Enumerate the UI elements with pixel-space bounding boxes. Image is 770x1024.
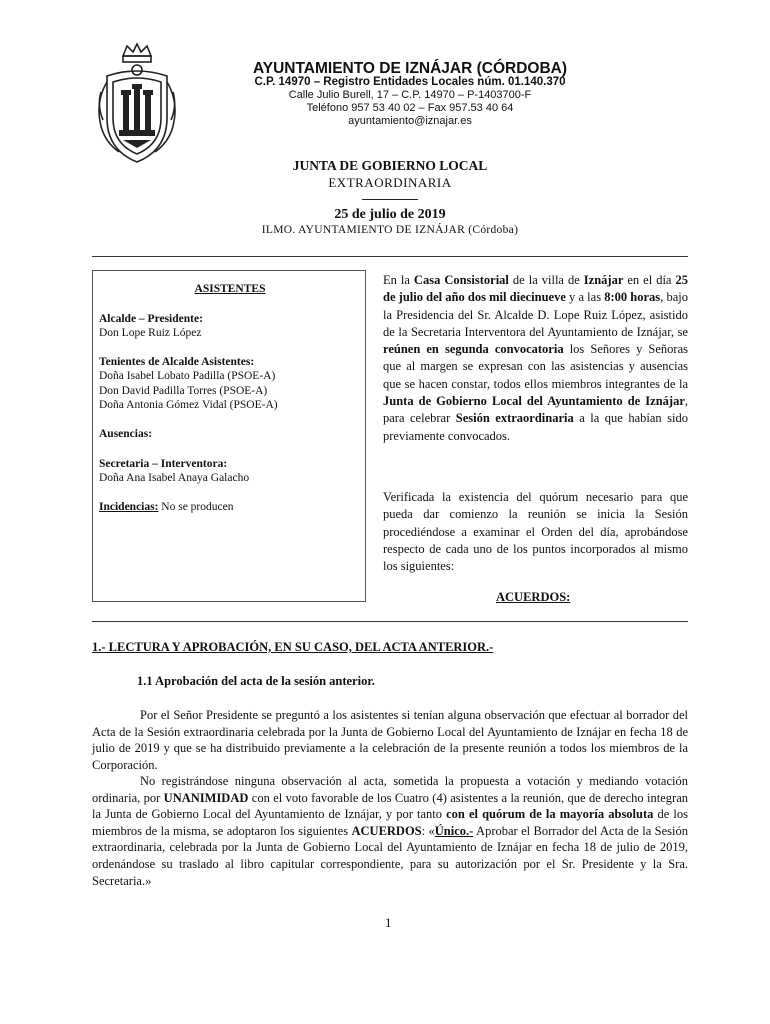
header-divider <box>92 256 688 257</box>
body-paragraph-1 <box>92 707 688 773</box>
body-paragraph-2 <box>92 773 688 889</box>
intro-paragraph-1-run: los Señores y Señoras que al margen se expresan con las asistencias y ausencias que se hacen constar, todos ellos miembros integrantes de la <box>383 342 688 391</box>
body-paragraph-2-run: de los miembros de la misma, se adoptaron los siguientes <box>92 807 688 838</box>
attendees-heading: ASISTENTES <box>194 283 266 295</box>
intro-paragraph-1-run: en el día <box>623 273 676 287</box>
incidents-line <box>99 500 233 515</box>
intro-paragraph-1-run: Junta de Gobierno Local del Ayuntamiento de Iznájar <box>383 394 685 409</box>
intro-paragraph-1-run: reúnen en segunda convocatoria <box>383 342 564 357</box>
deputies-label: Tenientes de Alcalde Asistentes: <box>99 356 255 368</box>
secretary-label: Secretaria – Interventora: <box>99 458 228 470</box>
meeting-place: ILMO. AYUNTAMIENTO DE IZNÁJAR (Córdoba) <box>261 224 519 236</box>
phone-line: Teléfono 957 53 40 02 – Fax 957.53 40 64 <box>306 102 514 114</box>
org-name: AYUNTAMIENTO DE IZNÁJAR (CÓRDOBA) <box>252 60 568 77</box>
intro-paragraph-1-run: Casa Consistorial <box>413 273 509 287</box>
body-paragraph-2-run: ACUERDOS <box>351 823 422 838</box>
intro-paragraph-1-run: 8:00 horas <box>604 290 661 305</box>
body-paragraph-1-text: Por el Señor Presidente se preguntó a los asistentes si tenían alguna observación que efectuar al borrador del Acta de la Sesión extraordinaria celebrada por la Junta de Gobierno Local del Ayuntamiento de Iznájar en fecha 18 de julio de 2019 y que se ha distribuido previamente a la celebración de la presente reunión a todos los miembros de la Corporación. <box>92 708 688 772</box>
body-paragraph-2-run: UNANIMIDAD <box>163 790 249 805</box>
body-paragraph-2-run: con el voto favorable de los Cuatro (4) asistentes a la reunión, que de derecho integran la Junta de Gobierno Local del Ayuntamiento de Iznájar, y por tanto <box>92 790 689 822</box>
body-paragraph-2-run: Aprobar el Borrador del Acta de la Sesión extraordinaria, celebrada por la Junta de Gobierno Local del Ayuntamiento de Iznájar en fecha 18 de julio de 2019, ordenándose su traslado al libro capitular correspondiente, para su autorización por el Sr. Presidente y la Sra. Secretaria.» <box>92 823 688 888</box>
page-number: 1 <box>385 915 392 930</box>
coat-of-arms-icon <box>93 42 181 168</box>
email-link[interactable]: ayuntamiento@iznajar.es <box>348 115 472 127</box>
incidents-label: Incidencias: <box>99 501 159 513</box>
secretary-name: Doña Ana Isabel Anaya Galacho <box>99 472 250 484</box>
body-paragraph-2-run: : « <box>421 823 435 838</box>
intro-paragraph-1 <box>383 272 688 445</box>
address-line: Calle Julio Burell, 17 – C.P. 14970 – P-1403700-F <box>288 89 532 101</box>
intro-paragraph-2: Verificada la existencia del quórum necesario para que pueda dar comienzo la reunión se inicia la Sesión procediéndose a examinar el Orden del día, aprobándose respecto de cada uno de los puntos incorporados al mismo los siguientes: <box>383 490 688 574</box>
section-divider <box>92 621 688 622</box>
deputy-name: Doña Isabel Lobato Padilla (PSOE-A) <box>99 370 276 382</box>
intro-paragraph-1-run: , para celebrar <box>383 394 688 426</box>
meeting-title: JUNTA DE GOBIERNO LOCAL <box>292 158 488 173</box>
body-paragraph-2-run: No registrándose ninguna observación al acta, sometida la propuesta a votación y mediando votación ordinaria, por <box>92 774 688 805</box>
intro-paragraph-1-run: a la que habían sido previamente convocados. <box>383 411 689 443</box>
body-paragraph-2-run: con el quórum de la mayoría absoluta <box>446 807 654 822</box>
registry-line: C.P. 14970 – Registro Entidades Locales núm. 01.140.370 <box>254 76 566 88</box>
intro-paragraph-1-run: Sesión extraordinaria <box>455 411 574 426</box>
mayor-name: Don Lope Ruiz López <box>99 327 202 339</box>
body-paragraph-2-run: Único.- <box>434 823 474 838</box>
intro-paragraph-1-run: 25 de julio del año dos mil diecinueve <box>383 273 688 305</box>
mayor-label: Alcalde – Presidente: <box>99 313 203 325</box>
title-divider <box>362 199 418 200</box>
acuerdos-heading: ACUERDOS: <box>496 590 571 604</box>
intro-paragraph-1-run: de la villa de <box>508 273 584 287</box>
incidents-value: No se producen <box>158 501 234 513</box>
intro-paragraph-1-run: y a las <box>565 290 605 305</box>
meeting-date: 25 de julio de 2019 <box>334 207 446 222</box>
deputy-name: Doña Antonia Gómez Vidal (PSOE-A) <box>99 399 278 411</box>
deputy-name: Don David Padilla Torres (PSOE-A) <box>99 385 268 397</box>
meeting-type: EXTRAORDINARIA <box>328 175 452 190</box>
subsection-title: 1.1 Aprobación del acta de la sesión anterior. <box>137 674 375 688</box>
intro-paragraph-1-run: , bajo la Presidencia del Sr. Alcalde D. Lope Ruiz López, asistido de la Secretaria Interventora del Ayuntamiento de Iznájar, se <box>383 290 688 339</box>
section-title: 1.- LECTURA Y APROBACIÓN, EN SU CASO, DEL ACTA ANTERIOR.- <box>92 640 494 654</box>
intro-paragraph-1-run: En la <box>383 273 414 287</box>
attendees-box <box>92 270 366 602</box>
intro-paragraph-1-run: Iznájar <box>583 273 624 287</box>
absences-label: Ausencias: <box>99 428 153 440</box>
